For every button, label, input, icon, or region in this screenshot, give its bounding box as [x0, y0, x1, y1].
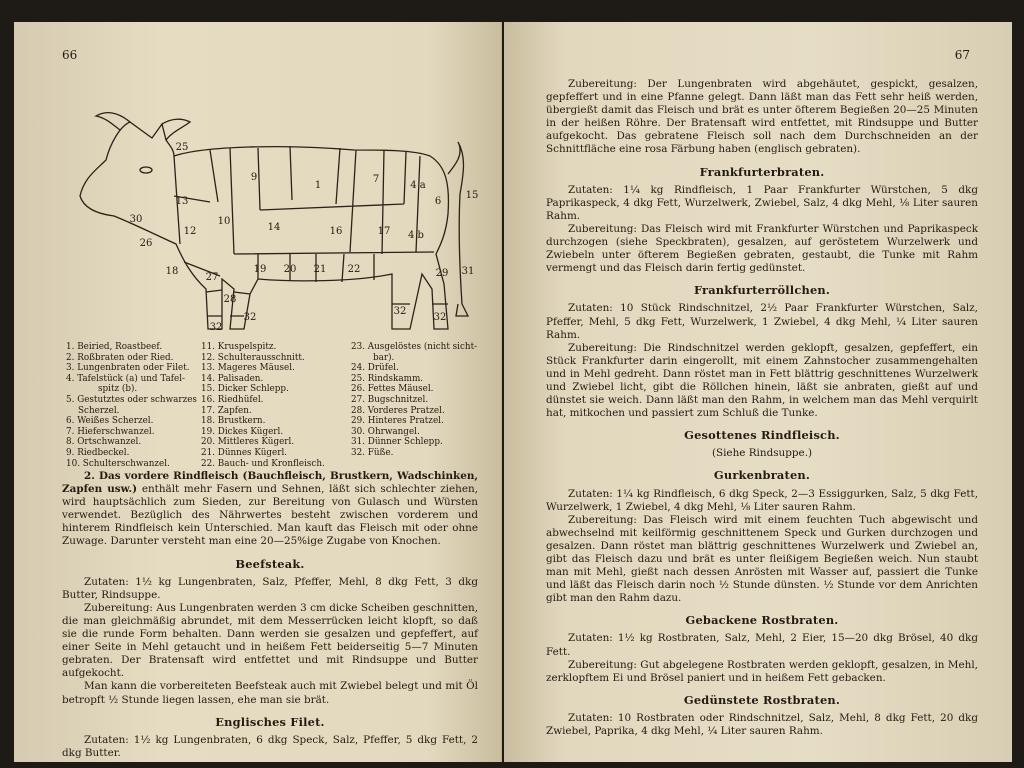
legend-item: 7. Hieferschwanzel.: [66, 426, 155, 437]
legend-item: 8. Ortschwanzel.: [66, 437, 142, 448]
legend-item: 32. Füße.: [351, 447, 394, 458]
diagram-label: 19: [253, 264, 267, 275]
frankfurterroellchen-zutaten: Zutaten: 10 Stück Rindschnitzel, 2½ Paar Frankfurter Würstchen, Salz, Pfeffer, Mehl, 5 dkg Fett, Wurzelwerk, 1 Zwiebel, 4 dkg Mehl, ¼ Liter sauren Rahm.: [546, 302, 978, 341]
legend-item: 6. Weißes Scherzel.: [66, 416, 154, 427]
gurkenbraten-zutaten: Zutaten: 1¼ kg Rindfleisch, 6 dkg Speck, 2—3 Essiggurken, Salz, 5 dkg Fett, Wurzelwerk, 1 Zwiebel, 4 dkg Mehl, ⅛ Liter sauren Rahm.: [546, 487, 978, 513]
heading-geduenstete-rostbraten: Gedünstete Rostbraten.: [683, 692, 841, 707]
right-page: [504, 22, 1012, 762]
legend-item: 29. Hinteres Pratzel.: [351, 416, 444, 427]
heading-gurkenbraten: Gurkenbraten.: [713, 468, 811, 483]
diagram-label: 22: [347, 264, 361, 275]
legend-item: 2. Roßbraten oder Ried.: [66, 352, 174, 363]
legend-item: 23. Ausgelöstes (nicht sicht-: [351, 342, 478, 352]
cow-eye: [140, 167, 152, 173]
cow-outline: [80, 122, 448, 329]
legend-column-1: [66, 342, 204, 469]
beefsteak-zutaten: Zutaten: 1½ kg Lungenbraten, Salz, Pfeffer, Mehl, 8 dkg Fett, 3 dkg Butter, Rindsuppe.: [62, 575, 478, 601]
diagram-label: 4 b: [408, 230, 424, 241]
frankfurterbraten-zutaten: Zutaten: 1¼ kg Rindfleisch, 1 Paar Frankfurter Würstchen, 5 dkg Paprikaspeck, 4 dkg Fett, Wurzelwerk, Zwiebel, Salz, 4 dkg Mehl, ⅛ Liter sauren Rahm.: [546, 183, 978, 222]
section-2-paragraph: [62, 470, 478, 549]
page-number-right: 67: [954, 48, 970, 62]
gebackene-zubereitung: Zubereitung: Gut abgelegene Rostbraten werden geklopft, gesalzen, in Mehl, zerklopftem Ei und Brösel paniert und in heißem Fett gebacken.: [546, 658, 978, 684]
heading-englisches-filet: Englisches Filet.: [215, 714, 325, 729]
diagram-label: 29: [435, 268, 449, 279]
diagram-label: 21: [313, 264, 327, 275]
legend-item: 14. Palisaden.: [201, 373, 264, 384]
diagram-label: 18: [165, 266, 179, 277]
diagram-label: 26: [139, 238, 153, 249]
gurkenbraten-zubereitung: Zubereitung: Das Fleisch wird mit einem feuchten Tuch abgewischt und abwechselnd mit keilförmig geschnittenem Speck und Gurken durchzogen und gesalzen. Dann röstet man blättrig geschnittenes Wurzelwerk und Zwiebel an, gibt das Fleisch dazu und brät es unter fleißigem Begießen weich. Nun staubt man mit Mehl, gießt nach dessen Anrösten mit Wasser auf, passiert die Tunke und läßt das Fleisch darin noch ½ Stunde dünsten. ½ Stunde vor dem Anrichten gibt man den Rahm dazu.: [546, 513, 978, 605]
legend-item: 15. Dicker Schlepp.: [201, 384, 289, 395]
legend-item: 20. Mittleres Kügerl.: [201, 437, 295, 448]
legend-item: 26. Fettes Mäusel.: [351, 384, 434, 395]
legend-item: 24. Drüfel.: [351, 363, 399, 374]
diagram-label: 15: [465, 190, 479, 201]
geduenstete-zutaten: Zutaten: 10 Rostbraten oder Rindschnitzel, Salz, Mehl, 8 dkg Fett, 20 dkg Zwiebel, Paprika, 4 dkg Mehl, ¼ Liter sauren Rahm.: [546, 711, 978, 738]
heading-beefsteak: Beefsteak.: [235, 556, 305, 571]
beefsteak-note: Man kann die vorbereiteten Beefsteak auch mit Zwiebel belegt und mit Öl betropft ½ Stunde liegen lassen, ehe man sie brät.: [62, 680, 478, 706]
page-number-left: 66: [62, 48, 78, 62]
legend-item: 9. Riedbeckel.: [66, 447, 130, 458]
legend-item: 4. Tafelstück (a) und Tafel-: [66, 373, 186, 384]
beef-cuts-diagram: [54, 84, 490, 344]
legend-item: 19. Dickes Kügerl.: [201, 426, 284, 437]
legend-item: 21. Dünnes Kügerl.: [201, 447, 288, 458]
diagram-label: 1: [314, 180, 322, 191]
diagram-label: 4 a: [410, 180, 426, 191]
diagram-label: 9: [250, 172, 258, 183]
legend-item: 1. Beiried, Roastbeef.: [66, 342, 163, 352]
filet-zutaten: Zutaten: 1½ kg Lungenbraten, 6 dkg Speck, Salz, Pfeffer, 5 dkg Fett, 2 dkg Butter.: [62, 733, 478, 759]
legend-item: 30. Ohrwangel.: [351, 426, 420, 437]
cut-lines: [174, 146, 448, 316]
heading-gebackene-rostbraten: Gebackene Rostbraten.: [685, 613, 839, 628]
section-2-title: 2. Das vordere Rindfleisch (Bauchfleisch, Brustkern, Wadschinken, Zapfen usw.): [62, 470, 478, 496]
diagram-label: 32: [209, 322, 223, 333]
cow-ear: [162, 119, 190, 140]
legend-item: 17. Zapfen.: [201, 405, 252, 416]
diagram-label: 32: [243, 312, 257, 323]
gesottenes-reference: (Siehe Rindsuppe.): [711, 447, 813, 460]
diagram-label: 20: [283, 264, 297, 275]
diagram-label: 17: [377, 226, 391, 237]
legend-item: spitz (b).: [98, 384, 138, 395]
legend-item: 22. Bauch- und Kronfleisch.: [201, 458, 325, 469]
diagram-label: 32: [393, 306, 407, 317]
heading-frankfurterbraten: Frankfurterbraten.: [699, 164, 825, 179]
legend-item: 3. Lungenbraten oder Filet.: [66, 363, 190, 374]
legend-item: 31. Dünner Schlepp.: [351, 437, 443, 448]
diagram-label: 14: [267, 222, 281, 233]
diagram-label: 25: [175, 142, 189, 153]
legend-item: 18. Brustkern.: [201, 416, 266, 427]
legend-item: 5. Gestutztes oder schwarzes: [66, 394, 197, 405]
legend-column-3: [351, 342, 487, 459]
left-page-text: [62, 470, 478, 760]
cow-tail: [448, 142, 468, 316]
gebackene-zutaten: Zutaten: 1½ kg Rostbraten, Salz, Mehl, 2 Eier, 15—20 dkg Brösel, 40 dkg Fett.: [546, 632, 978, 658]
right-page-text: [546, 78, 978, 738]
beefsteak-zubereitung: Zubereitung: Aus Lungenbraten werden 3 cm dicke Scheiben geschnitten, die man gleichmäßig abrundet, mit dem Messerrücken leicht klopft, so daß sie die runde Form behalten. Dann werden sie gesalzen und gepfeffert, auf einer Seite in Mehl getaucht und in heißem Fett beiderseitig 5—7 Minuten gebraten. Der Bratensaft wird entfettet und mit Rindsuppe und Butter aufgekocht.: [62, 601, 478, 680]
diagram-label: 10: [217, 216, 231, 227]
frankfurterbraten-zubereitung: Zubereitung: Das Fleisch wird mit Frankfurter Würstchen und Paprikaspeck durchzogen (siehe Speckbraten), gesalzen, auf geröstetem Wurzelwerk und Zwiebeln unter öfterem Begießen gebraten, gestaubt, die Tunke mit Rahm vermengt und das Fleisch darin fertig gedünstet.: [546, 222, 978, 275]
diagram-label: 32: [433, 312, 447, 323]
legend-item: Scherzel.: [78, 405, 120, 416]
heading-frankfurterroellchen: Frankfurterröllchen.: [693, 283, 831, 298]
frankfurterroellchen-zubereitung: Zubereitung: Die Rindschnitzel werden geklopft, gesalzen, gepfeffert, ein Stück Frankfurter darin eingerollt, mit einem Zahnstocher zusammengehalten und in Mehl gedreht. Dann röstet man in Fett blättrig geschnittenes Wurzelwerk und Zwiebel licht, gibt die Röllchen hinein, läßt sie anbraten, gießt auf und dünstet sie weich. Dann läßt man den Rahm, in welchem man das Mehl verquirlt hat, mitkochen und passiert zum Schluß die Tunke.: [546, 341, 978, 420]
diagram-label: 13: [175, 196, 189, 207]
diagram-label: 7: [372, 174, 380, 185]
legend-item: 12. Schulterausschnitt.: [201, 352, 305, 363]
diagram-label: 31: [461, 266, 475, 277]
legend-item: 10. Schulterschwanzel.: [66, 458, 170, 469]
legend-item: 28. Vorderes Pratzel.: [351, 405, 445, 416]
diagram-label: 27: [205, 272, 219, 283]
diagram-label: 30: [129, 214, 143, 225]
diagram-label: 28: [223, 294, 237, 305]
legend-item: 27. Bugschnitzel.: [351, 394, 429, 405]
left-page: [14, 22, 502, 762]
section-2-text: enthält mehr Fasern und Sehnen, läßt sich schlechter ziehen, wird hauptsächlich zum Sieden, zur Bereitung von Gulasch und Würsten verwendet. Bezüglich des Nährwertes besteht zwischen vorderem und hinterem Rindfleisch kein Unterschied. Man kauft das Fleisch mit oder ohne Zuwage. Darunter versteht man eine 20—25%ige Zugabe von Knochen.: [62, 483, 478, 548]
legend-item: 16. Riedhüfel.: [201, 394, 264, 405]
heading-gesottenes-rindfleisch: Gesottenes Rindfleisch.: [684, 428, 840, 443]
legend-item: 11. Kruspelspitz.: [201, 342, 277, 352]
legend-item: bar).: [373, 352, 395, 363]
diagram-label: 12: [183, 226, 197, 237]
cow-horn: [96, 113, 130, 130]
legend-column-2: [201, 342, 341, 469]
legend-item: 25. Rindskamm.: [351, 373, 424, 384]
diagram-label: 16: [329, 226, 343, 237]
filet-zubereitung: Zubereitung: Der Lungenbraten wird abgehäutet, gespickt, gesalzen, gepfeffert und in eine Pfanne gelegt. Dann läßt man das Fett sehr heiß werden, übergießt damit das Fleisch und brät es unter öfterem Begießen 20—25 Minuten in der heißen Röhre. Der Bratensaft wird entfettet, mit Rindsuppe und Butter aufgekocht. Das gebratene Fleisch soll nach dem Durchschneiden an der Schnittfläche eine rosa Färbung haben (englisch gebraten).: [546, 78, 978, 156]
legend-item: 13. Mageres Mäusel.: [201, 363, 295, 374]
diagram-label: 6: [434, 196, 442, 207]
